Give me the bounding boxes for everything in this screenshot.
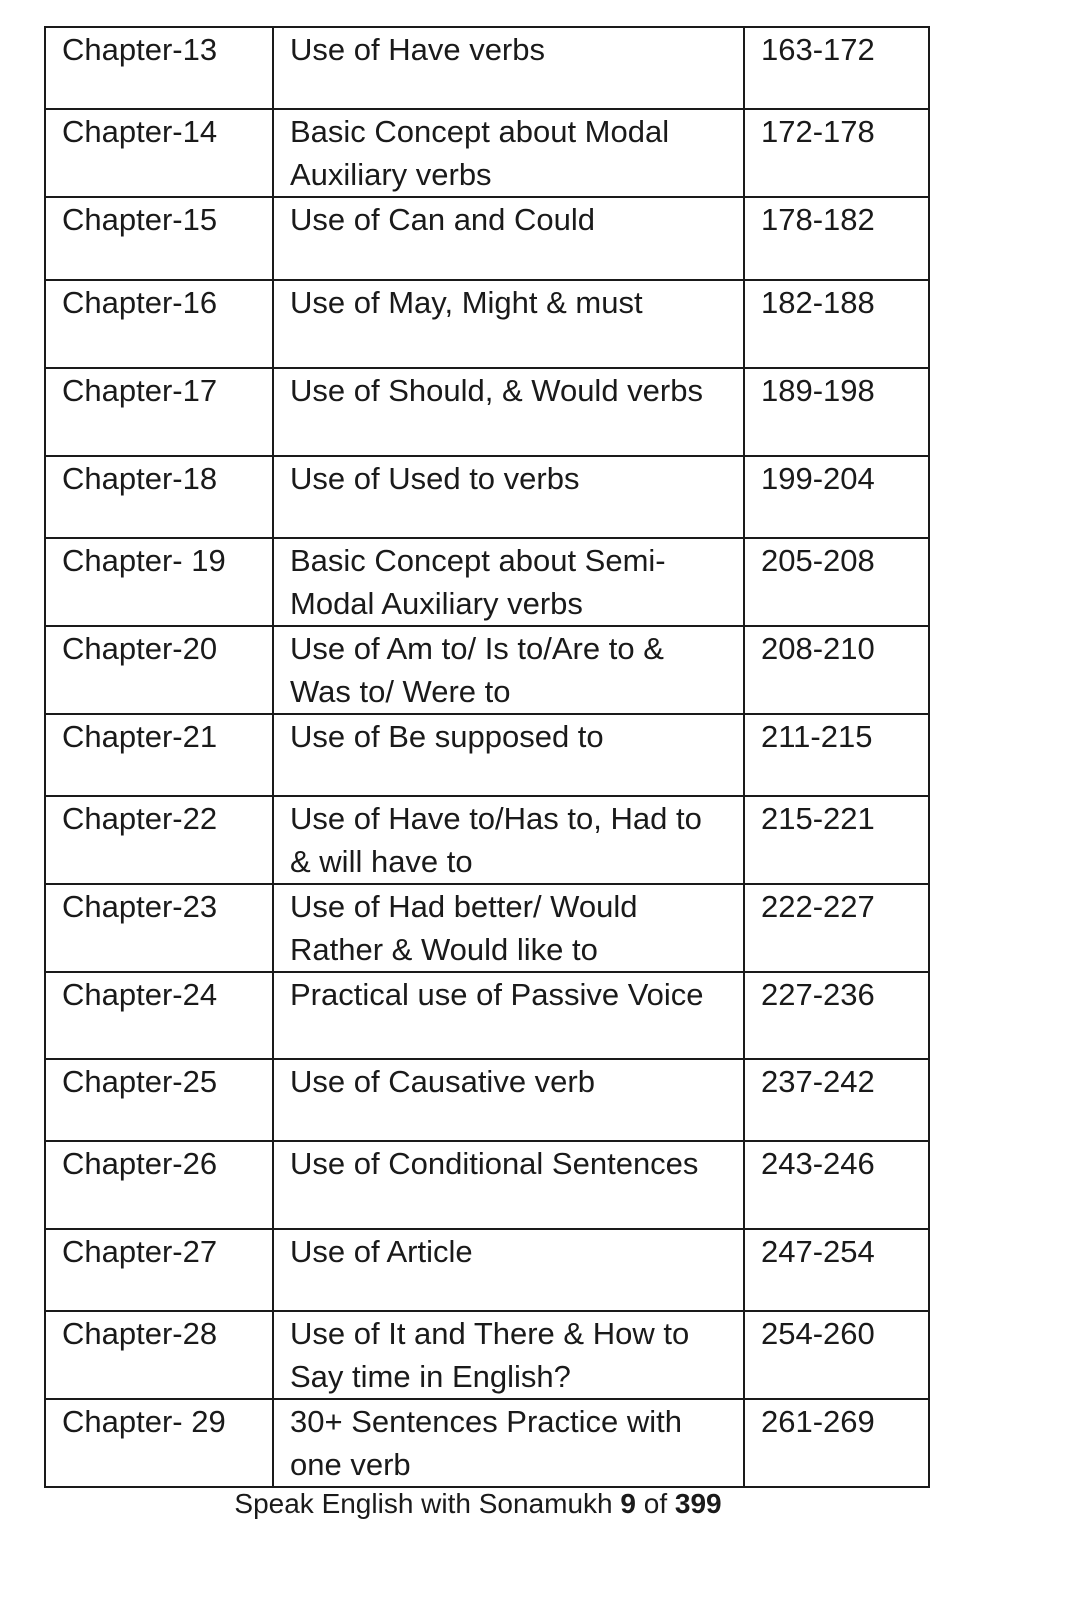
footer-text: Speak English with Sonamukh xyxy=(234,1488,613,1519)
table-of-contents xyxy=(44,26,930,1488)
chapter-title: Use of Am to/ Is to/Are to & Was to/ Were to xyxy=(273,626,744,714)
page-range: 205-208 xyxy=(744,538,929,626)
chapter-title: Basic Concept about Semi-Modal Auxiliary verbs xyxy=(273,538,744,626)
table-row xyxy=(45,796,929,884)
chapter-number: Chapter-25 xyxy=(45,1059,273,1141)
total-pages: 399 xyxy=(674,1488,722,1519)
chapter-title: Basic Concept about Modal Auxiliary verbs xyxy=(273,109,744,197)
table-row xyxy=(45,197,929,280)
chapter-title: Use of Conditional Sentences xyxy=(273,1141,744,1229)
table-row xyxy=(45,1311,929,1399)
page-range: 215-221 xyxy=(744,796,929,884)
chapter-number: Chapter-26 xyxy=(45,1141,273,1229)
table-row xyxy=(45,626,929,714)
table-row xyxy=(45,972,929,1059)
chapter-title: Use of May, Might & must xyxy=(273,280,744,368)
chapter-title: Use of It and There & How to Say time in English? xyxy=(273,1311,744,1399)
of-label: of xyxy=(643,1488,668,1519)
page-footer xyxy=(0,1484,1066,1524)
page-range: 199-204 xyxy=(744,456,929,538)
page-range: 254-260 xyxy=(744,1311,929,1399)
chapter-title: Use of Causative verb xyxy=(273,1059,744,1141)
chapter-title: Use of Had better/ Would Rather & Would like to xyxy=(273,884,744,972)
chapter-number: Chapter-21 xyxy=(45,714,273,796)
chapter-number: Chapter-15 xyxy=(45,197,273,280)
page-range: 237-242 xyxy=(744,1059,929,1141)
chapter-number: Chapter-17 xyxy=(45,368,273,456)
page-range: 172-178 xyxy=(744,109,929,197)
chapter-number: Chapter-28 xyxy=(45,1311,273,1399)
chapter-number: Chapter-18 xyxy=(45,456,273,538)
table-row xyxy=(45,368,929,456)
chapter-title: Use of Be supposed to xyxy=(273,714,744,796)
chapter-title: Practical use of Passive Voice xyxy=(273,972,744,1059)
table-row xyxy=(45,1229,929,1311)
page-range: 178-182 xyxy=(744,197,929,280)
chapter-number: Chapter-23 xyxy=(45,884,273,972)
chapter-number: Chapter- 29 xyxy=(45,1399,273,1487)
chapter-number: Chapter-24 xyxy=(45,972,273,1059)
chapter-number: Chapter-20 xyxy=(45,626,273,714)
chapter-number: Chapter-27 xyxy=(45,1229,273,1311)
page-range: 243-246 xyxy=(744,1141,929,1229)
table-row xyxy=(45,1059,929,1141)
page-range: 222-227 xyxy=(744,884,929,972)
table-row xyxy=(45,538,929,626)
chapter-title: Use of Used to verbs xyxy=(273,456,744,538)
page-range: 247-254 xyxy=(744,1229,929,1311)
page-range: 211-215 xyxy=(744,714,929,796)
page-range: 227-236 xyxy=(744,972,929,1059)
table-row xyxy=(45,1399,929,1487)
table-row xyxy=(45,27,929,109)
table-row xyxy=(45,1141,929,1229)
table-row xyxy=(45,109,929,197)
page-range: 261-269 xyxy=(744,1399,929,1487)
chapter-title: 30+ Sentences Practice with one verb xyxy=(273,1399,744,1487)
chapter-title: Use of Have verbs xyxy=(273,27,744,109)
page-range: 163-172 xyxy=(744,27,929,109)
page-range: 182-188 xyxy=(744,280,929,368)
page-range: 189-198 xyxy=(744,368,929,456)
table-row xyxy=(45,714,929,796)
chapter-number: Chapter-13 xyxy=(45,27,273,109)
table-row xyxy=(45,456,929,538)
chapter-number: Chapter-14 xyxy=(45,109,273,197)
chapter-title: Use of Can and Could xyxy=(273,197,744,280)
table-row xyxy=(45,280,929,368)
chapter-title: Use of Should, & Would verbs xyxy=(273,368,744,456)
table-row xyxy=(45,884,929,972)
chapter-title: Use of Article xyxy=(273,1229,744,1311)
chapter-number: Chapter- 19 xyxy=(45,538,273,626)
page-range: 208-210 xyxy=(744,626,929,714)
current-page-number: 9 xyxy=(620,1488,636,1519)
chapter-number: Chapter-16 xyxy=(45,280,273,368)
chapter-number: Chapter-22 xyxy=(45,796,273,884)
chapter-title: Use of Have to/Has to, Had to & will have to xyxy=(273,796,744,884)
